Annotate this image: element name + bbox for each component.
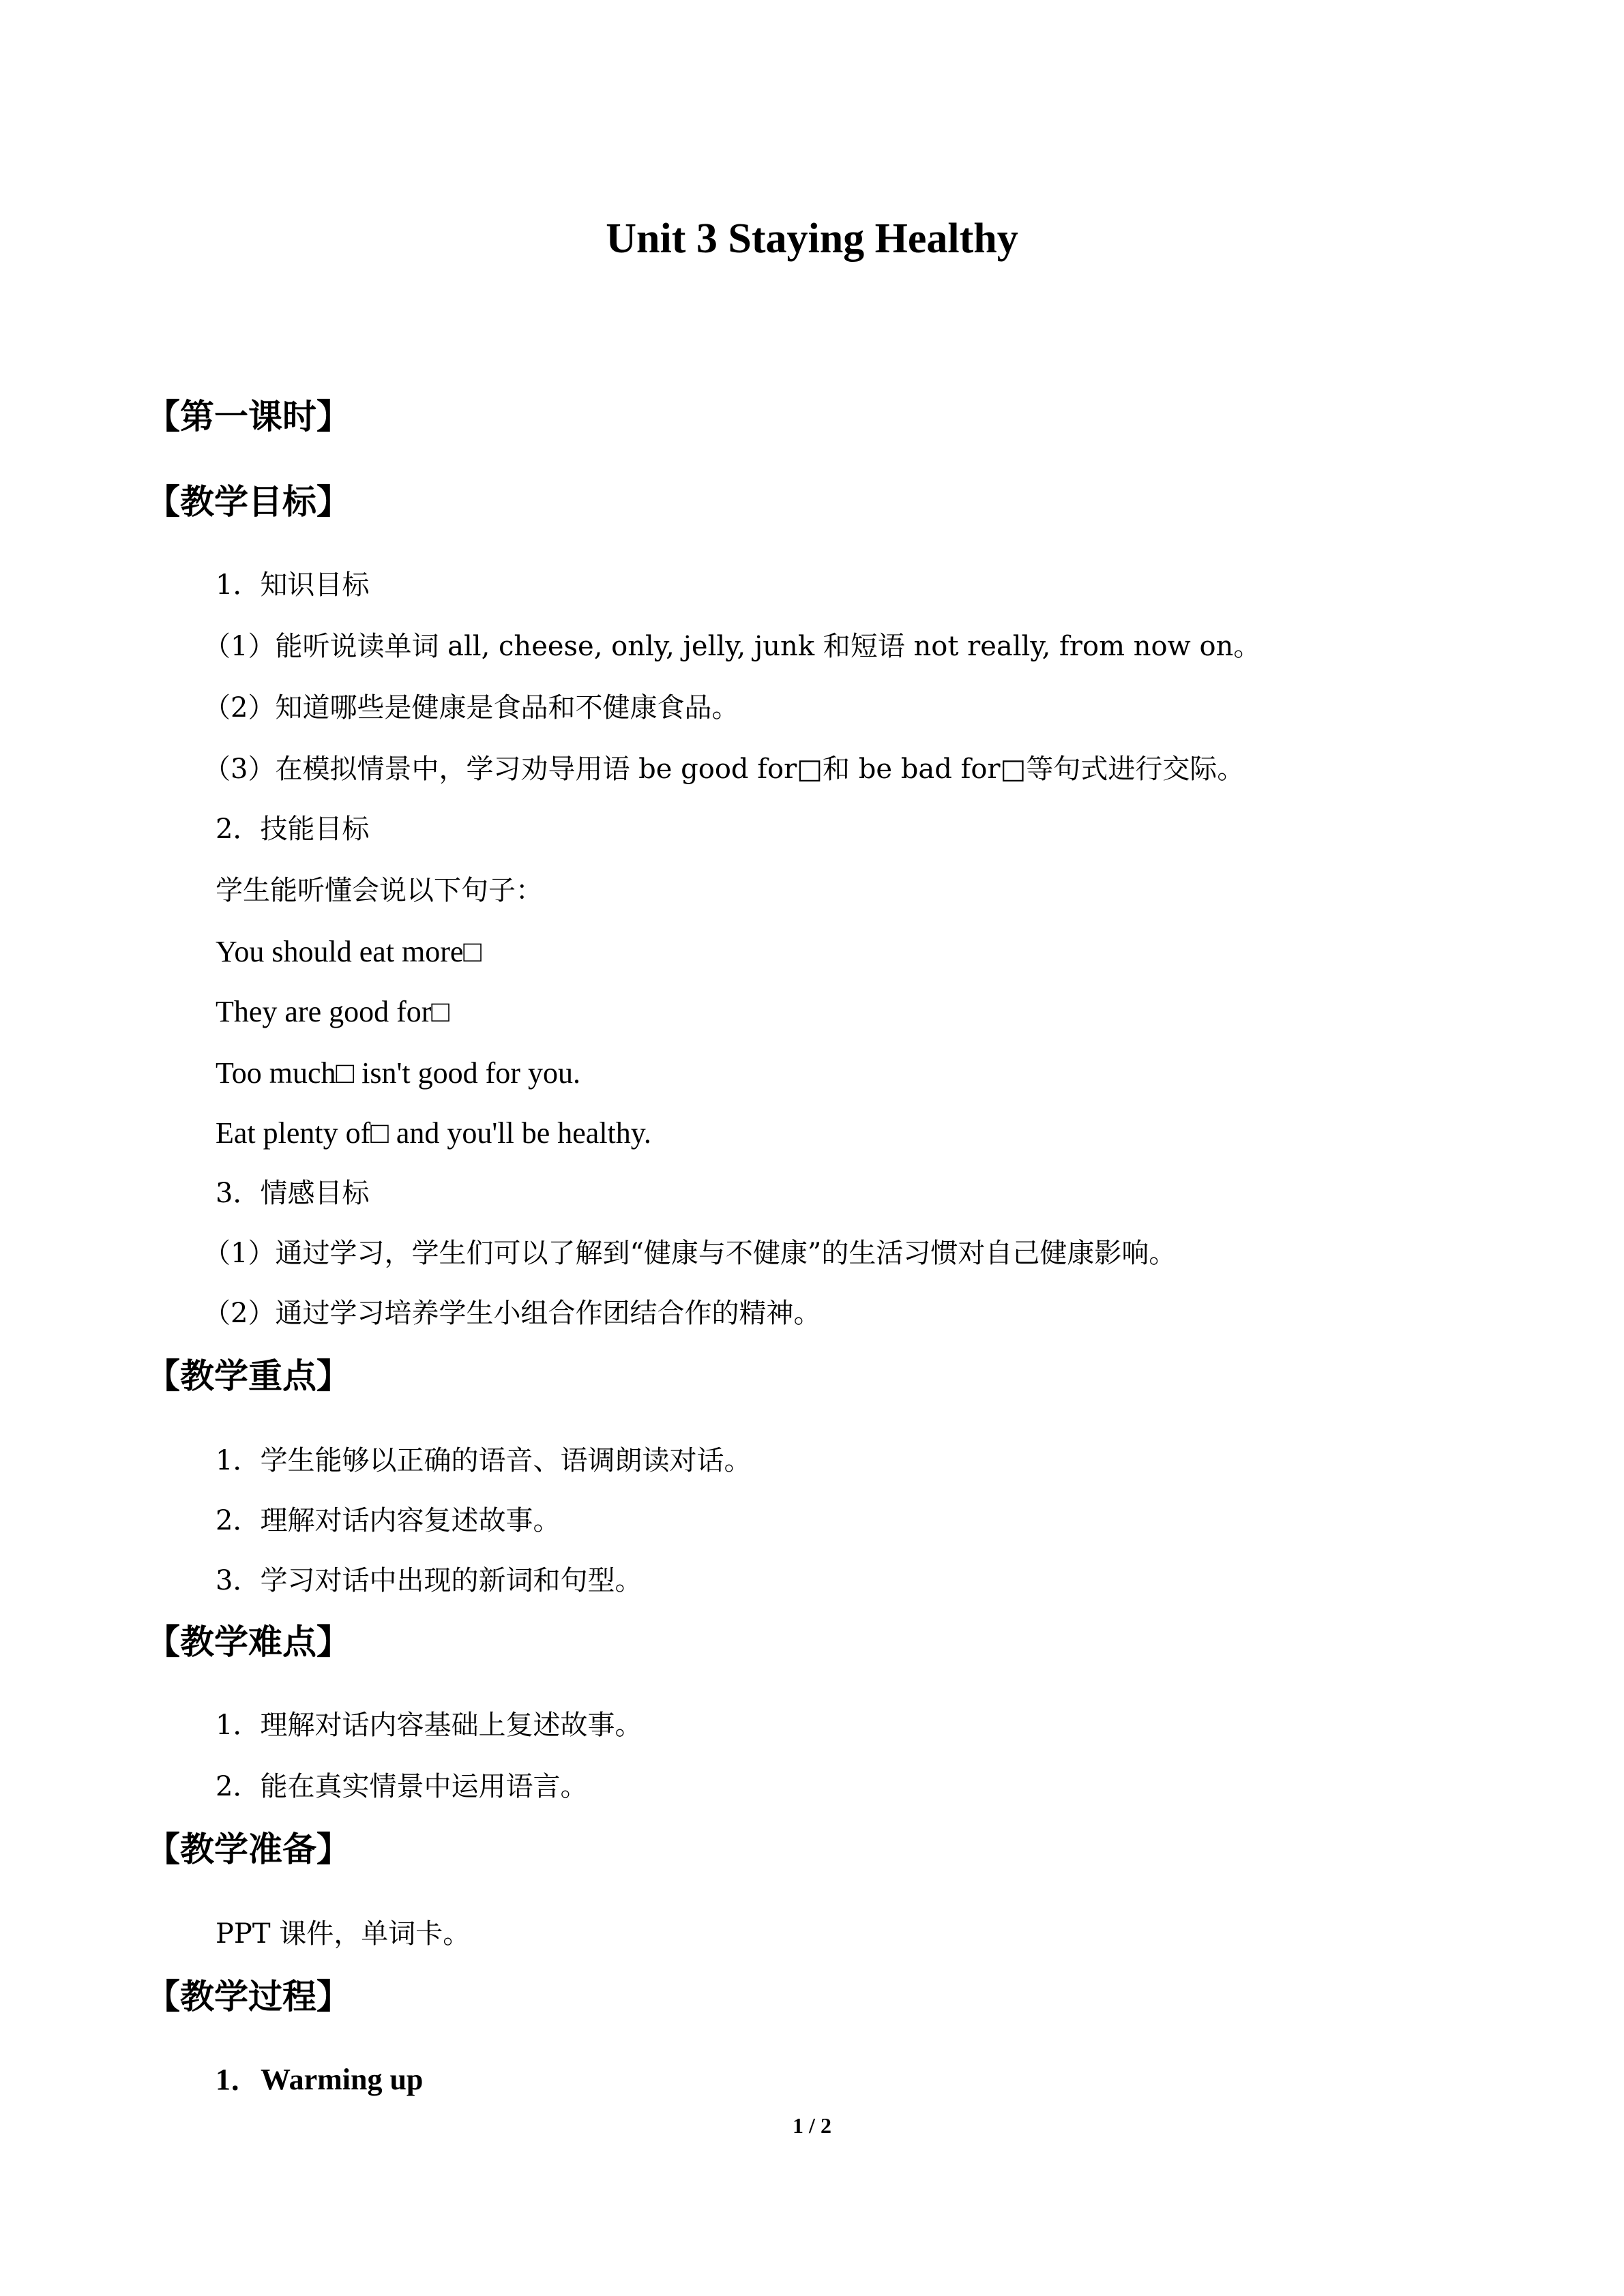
lesson-heading: 【第一课时】 (146, 397, 351, 436)
skill-sentence: They are good for□ (216, 995, 449, 1028)
process-step: 1．Warming up (216, 2063, 424, 2096)
skill-intro: 学生能听懂会说以下句子： (216, 875, 543, 906)
process-heading: 【教学过程】 (146, 1977, 351, 2016)
knowledge-item: （1）能听说读单词 all, cheese, only, jelly, junk 和短语 not really, from now on。 (203, 631, 1261, 662)
key-points-heading: 【教学重点】 (146, 1356, 351, 1396)
skill-objective-label: 2．技能目标 (216, 814, 370, 845)
knowledge-item: （3）在模拟情景中，学习劝导用语 be good for□和 be bad for□等句式进行交际。 (203, 754, 1245, 785)
skill-sentence: Too much□ isn't good for you. (216, 1056, 580, 1090)
difficulties-heading: 【教学难点】 (146, 1622, 351, 1662)
preparation-text: PPT 课件，单词卡。 (216, 1918, 471, 1950)
key-point-item: 3．学习对话中出现的新词和句型。 (216, 1565, 643, 1596)
knowledge-item: （2）知道哪些是健康是食品和不健康食品。 (203, 692, 739, 724)
page-number: 1 / 2 (793, 2113, 831, 2138)
skill-sentence: Eat plenty of□ and you'll be healthy. (216, 1116, 651, 1150)
emotion-objective-label: 3．情感目标 (216, 1178, 370, 1209)
skill-sentence: You should eat more□ (216, 935, 482, 968)
difficulty-item: 1．理解对话内容基础上复述故事。 (216, 1710, 643, 1741)
objectives-heading: 【教学目标】 (146, 482, 351, 522)
document-title: Unit 3 Staying Healthy (606, 215, 1018, 262)
difficulty-item: 2．能在真实情景中运用语言。 (216, 1771, 588, 1802)
preparation-heading: 【教学准备】 (146, 1830, 351, 1869)
emotion-item: （1）通过学习，学生们可以了解到“健康与不健康”的生活习惯对自己健康影响。 (203, 1238, 1177, 1269)
emotion-item: （2）通过学习培养学生小组合作团结合作的精神。 (203, 1298, 821, 1329)
knowledge-objective-label: 1．知识目标 (216, 569, 370, 601)
key-point-item: 2．理解对话内容复述故事。 (216, 1505, 561, 1536)
key-point-item: 1．学生能够以正确的语音、语调朗读对话。 (216, 1445, 752, 1476)
